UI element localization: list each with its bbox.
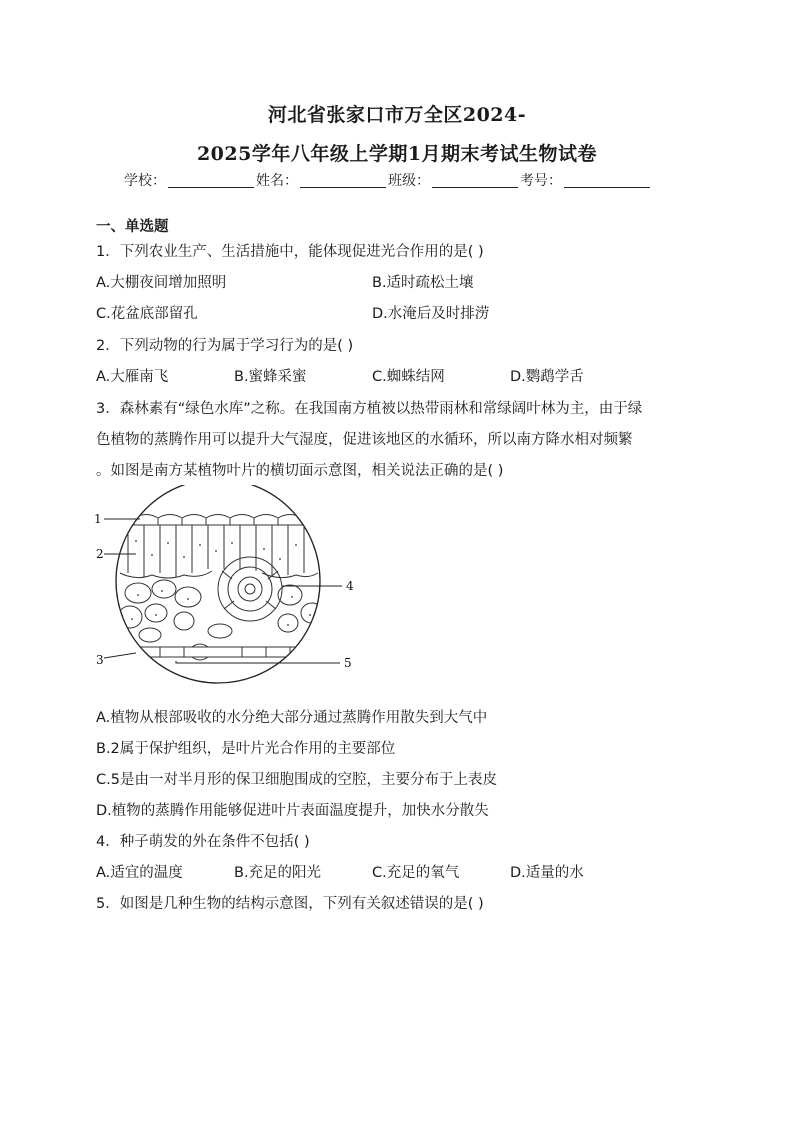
student-info-row — [124, 170, 652, 190]
q4-option-b[interactable]: B.充足的阳光 — [234, 865, 322, 881]
figure-label-2: 2 — [96, 547, 104, 561]
figure-label-1: 1 — [94, 512, 102, 526]
class-label: 班级： — [388, 173, 430, 189]
q4-option-c[interactable]: C.充足的氧气 — [372, 865, 460, 881]
q1-option-b[interactable]: B.适时疏松土壤 — [372, 275, 474, 291]
q2-option-c[interactable]: C.蜘蛛结网 — [372, 369, 445, 385]
class-blank[interactable] — [432, 173, 518, 188]
name-blank[interactable] — [300, 173, 386, 188]
q1-option-a[interactable]: A.大棚夜间增加照明 — [96, 275, 227, 291]
school-blank[interactable] — [168, 173, 254, 188]
figure-label-4: 4 — [346, 579, 354, 593]
figure-label-3: 3 — [96, 653, 104, 667]
q1-option-c[interactable]: C.花盆底部留孔 — [96, 306, 198, 322]
exam-title-line1: 河北省张家口市万全区2024- — [267, 104, 527, 126]
q3-option-a[interactable]: A.植物从根部吸收的水分绝大部分通过蒸腾作用散失到大气中 — [96, 710, 488, 726]
exam-title-line2: 2025学年八年级上学期1月期末考试生物试卷 — [196, 143, 598, 165]
q4-option-a[interactable]: A.适宜的温度 — [96, 865, 183, 881]
q2-option-b[interactable]: B.蜜蜂采蜜 — [234, 369, 307, 385]
leaf-cross-section-figure — [92, 485, 372, 685]
q3-stem-line1: 3．森林素有“绿色水库”之称。在我国南方植被以热带雨林和常绿阔叶林为主，由于绿 — [96, 401, 643, 417]
number-label: 考号： — [520, 173, 562, 189]
number-blank[interactable] — [564, 173, 650, 188]
q2-option-a[interactable]: A.大雁南飞 — [96, 369, 169, 385]
name-label: 姓名： — [256, 173, 298, 189]
q2-stem: 2．下列动物的行为属于学习行为的是( ) — [96, 338, 354, 354]
q5-stem: 5．如图是几种生物的结构示意图，下列有关叙述错误的是( ) — [96, 896, 484, 912]
q3-option-c[interactable]: C.5是由一对半月形的保卫细胞围成的空腔，主要分布于上表皮 — [96, 772, 497, 788]
section-title-single-choice: 一、单选题 — [96, 219, 169, 235]
figure-label-5: 5 — [344, 656, 352, 670]
q3-option-d[interactable]: D.植物的蒸腾作用能够促进叶片表面温度提升，加快水分散失 — [96, 803, 489, 819]
q1-stem: 1．下列农业生产、生活措施中，能体现促进光合作用的是( ) — [96, 244, 484, 260]
q2-option-d[interactable]: D.鹦鹉学舌 — [510, 369, 584, 385]
q4-stem: 4．种子萌发的外在条件不包括( ) — [96, 834, 310, 850]
q3-stem-line2: 色植物的蒸腾作用可以提升大气湿度，促进该地区的水循环，所以南方降水相对频繁 — [96, 432, 633, 448]
q1-option-d[interactable]: D.水淹后及时排涝 — [372, 306, 490, 322]
school-label: 学校： — [124, 173, 166, 189]
q4-option-d[interactable]: D.适量的水 — [510, 865, 584, 881]
q3-option-b[interactable]: B.2属于保护组织，是叶片光合作用的主要部位 — [96, 741, 396, 757]
q3-stem-line3: 。如图是南方某植物叶片的横切面示意图，相关说法正确的是( ) — [96, 463, 504, 479]
